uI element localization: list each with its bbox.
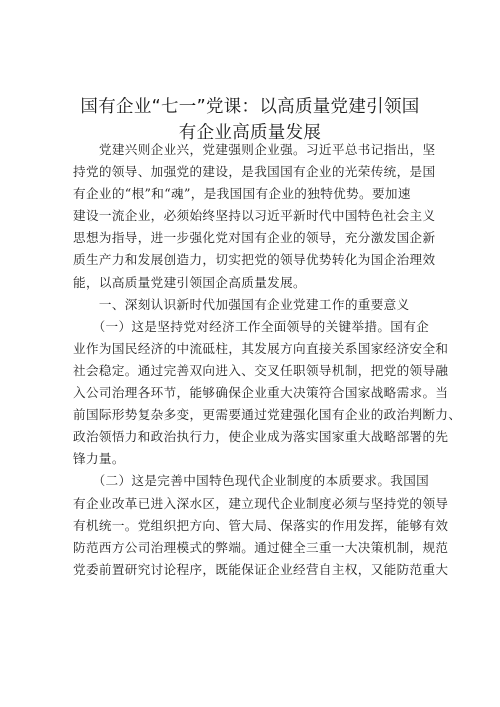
text-line: 能，以高质量党建引领国企高质量发展。 [73, 274, 306, 290]
document-body [73, 139, 462, 581]
text-line: 前国际形势复杂多变，更需要通过党建强化国有企业的政治判断力、 [73, 407, 462, 423]
text-line: 一、深刻认识新时代加强国有企业党建工作的重要意义 [73, 296, 410, 312]
section-heading-1 [73, 294, 433, 316]
text-line: 防范西方公司治理模式的弊端。通过健全三重一大决策机制，规范 [73, 539, 449, 555]
title-line-2: 有企业高质量发展 [178, 123, 322, 143]
text-line: 质生产力和发展创造力，切实把党的领导优势转化为国企治理效 [73, 252, 436, 268]
text-line: 有机统一。党组织把方向、管大局、保落实的作用发挥，能够有效 [73, 517, 449, 533]
text-line: 思想为指导，进一步强化党对国有企业的领导，充分激发国企新 [73, 230, 436, 246]
text-line: （一）这是坚持党对经济工作全面领导的关键举措。国有企 [73, 318, 430, 334]
title-line-1: 国有企业“七一”党课：以高质量党建引领国 [80, 97, 420, 117]
text-line: 社会稳定。通过完善双向进入、交叉任职领导机制，把党的领导融 [73, 362, 449, 378]
text-line: 有企业改革已进入深水区，建立现代企业制度必须与坚持党的领导 [73, 495, 449, 511]
text-line: 锋力量。 [73, 451, 125, 467]
text-line: （二）这是完善中国特色现代企业制度的本质要求。我国国 [73, 473, 430, 489]
text-line: 业作为国民经济的中流砥柱，其发展方向直接关系国家经济安全和 [73, 340, 449, 356]
paragraph-intro [73, 139, 436, 294]
text-line: 入公司治理各环节，能够确保企业重大决策符合国家战略需求。当 [73, 385, 449, 401]
paragraph-point-1 [73, 316, 462, 471]
text-line: 建设一流企业，必须始终坚持以习近平新时代中国特色社会主义 [73, 208, 436, 224]
text-line: 有企业的“根”和“魂”，是我国国有企业的独特优势。要加速 [73, 186, 411, 202]
text-line: 党建兴则企业兴，党建强则企业强。习近平总书记指出，坚 [73, 142, 436, 157]
paragraph-point-2 [73, 470, 449, 580]
text-line: 党委前置研究讨论程序，既能保证企业经营自主权，又能防范重大 [73, 561, 449, 577]
text-line: 政治领悟力和政治执行力，使企业成为落实国家重大战略部署的先 [73, 429, 449, 445]
text-line: 持党的领导、加强党的建设，是我国国有企业的光荣传统，是国 [73, 164, 436, 180]
